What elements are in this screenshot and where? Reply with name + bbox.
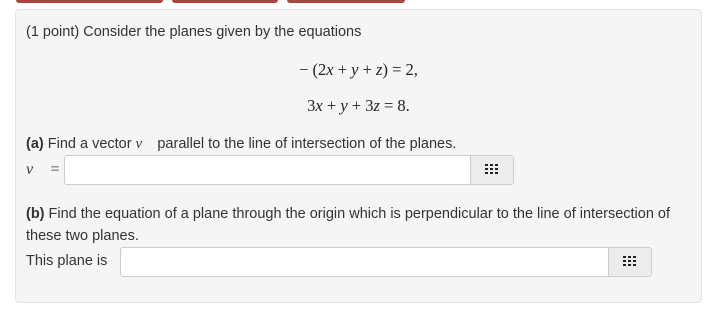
vector-answer-label: v⃗ =	[26, 161, 61, 178]
plane-answer-label: This plane is	[26, 253, 108, 269]
vector-symbol: v⃗	[135, 136, 154, 152]
part-a-question: (a) Find a vector v⃗ parallel to the line of intersection of the planes.	[26, 136, 457, 152]
grid-icon	[485, 164, 499, 176]
equation-1: − (2x + y + z) = 2,	[299, 60, 418, 79]
grid-icon	[623, 256, 637, 268]
top-tab-strip	[0, 0, 720, 4]
equation-2: 3x + y + 3z = 8.	[307, 96, 410, 115]
tab-indicator-2[interactable]	[172, 0, 278, 3]
plane-answer-field[interactable]	[120, 247, 652, 277]
equation-editor-button-b[interactable]	[608, 248, 651, 276]
part-a-label: (a)	[26, 136, 44, 152]
part-b-question: (b) Find the equation of a plane through the origin which is perpendicular to the line of intersection of these two planes.	[26, 206, 671, 244]
equation-editor-button-a[interactable]	[470, 156, 513, 184]
part-b-label: (b)	[26, 206, 45, 222]
vector-answer-field[interactable]	[64, 155, 514, 185]
tab-indicator-1[interactable]	[16, 0, 163, 3]
tab-indicator-3[interactable]	[287, 0, 405, 3]
problem-intro: (1 point) Consider the planes given by the equations	[26, 24, 362, 40]
problem-panel	[15, 9, 702, 303]
